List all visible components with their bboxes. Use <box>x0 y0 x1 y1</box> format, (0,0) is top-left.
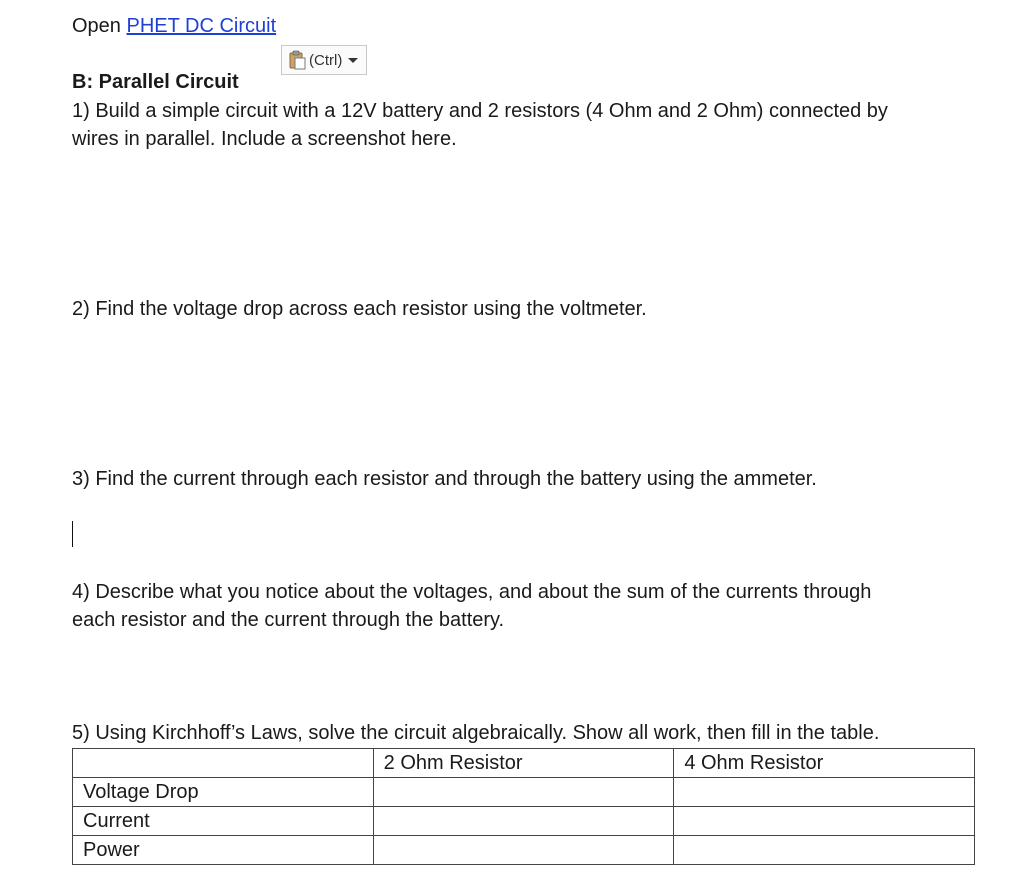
table-row <box>73 807 975 836</box>
paste-options-label: (Ctrl) <box>309 51 343 69</box>
paste-options-button[interactable] <box>281 45 367 75</box>
intro-prefix: Open <box>72 15 127 37</box>
row-label-cell[interactable]: Power <box>73 836 374 865</box>
table-cell[interactable] <box>674 778 975 807</box>
question-1-line-1: 1) Build a simple circuit with a 12V battery and 2 resistors (4 Ohm and 2 Ohm) connected by <box>72 100 888 122</box>
question-2: 2) Find the voltage drop across each resistor using the voltmeter. <box>72 298 647 320</box>
table-cell[interactable] <box>373 807 674 836</box>
question-4-line-2: each resistor and the current through the battery. <box>72 609 505 631</box>
table-row <box>73 778 975 807</box>
table-cell[interactable] <box>373 778 674 807</box>
table-header-cell[interactable]: 4 Ohm Resistor <box>674 749 975 778</box>
question-5: 5) Using Kirchhoff’s Laws, solve the circuit algebraically. Show all work, then fill in the table. <box>72 722 880 744</box>
table-header-row <box>73 749 975 778</box>
table-cell[interactable] <box>674 807 975 836</box>
table-cell[interactable] <box>373 836 674 865</box>
section-title: B: Parallel Circuit <box>72 71 239 93</box>
chevron-down-icon <box>348 58 358 63</box>
table-row <box>73 836 975 865</box>
row-label-cell[interactable]: Current <box>73 807 374 836</box>
row-label-cell[interactable]: Voltage Drop <box>73 778 374 807</box>
results-table <box>72 748 975 865</box>
text-cursor <box>72 521 73 547</box>
question-1-line-2: wires in parallel. Include a screenshot here. <box>72 128 457 150</box>
table-header-cell[interactable] <box>73 749 374 778</box>
table-cell[interactable] <box>674 836 975 865</box>
clipboard-icon <box>288 50 306 70</box>
question-4-line-1: 4) Describe what you notice about the voltages, and about the sum of the currents through <box>72 581 872 603</box>
question-3: 3) Find the current through each resistor and through the battery using the ammeter. <box>72 468 817 490</box>
phet-link[interactable]: PHET DC Circuit <box>126 15 277 37</box>
table-header-cell[interactable]: 2 Ohm Resistor <box>373 749 674 778</box>
intro-line <box>72 12 276 40</box>
